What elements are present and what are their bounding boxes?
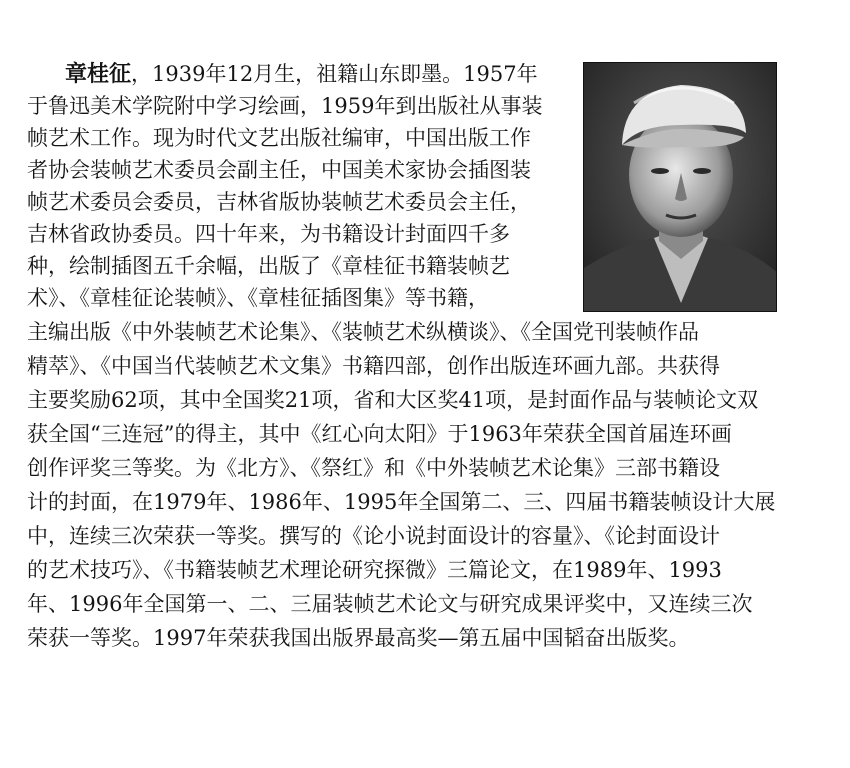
bio-line-1 [65, 58, 538, 90]
bio-line-10: 精萃》、《中国当代装帧艺术文集》书籍四部，创作出版连环画九部。共获得 [27, 354, 720, 378]
bio-line-13: 创作评奖三等奖。为《北方》、《祭红》和《中外装帧艺术论集》三部书籍设 [27, 456, 720, 480]
bio-line-9: 主编出版《中外装帧艺术论集》、《装帧艺术纵横谈》、《全国党刊装帧作品 [27, 320, 699, 344]
bio-line-15: 中，连续三次荣获一等奖。撰写的《论小说封面设计的容量》、《论封面设计 [27, 524, 720, 548]
bio-line-3: 帧艺术工作。现为时代文艺出版社编审，中国出版工作 [27, 126, 531, 150]
bio-line-14: 计的封面，在1979年、1986年、1995年全国第二、三、四届书籍装帧设计大展 [27, 490, 776, 514]
bio-line-18: 荣获一等奖。1997年荣获我国出版界最高奖—第五届中国韬奋出版奖。 [27, 626, 690, 650]
bio-line-5: 帧艺术委员会委员，吉林省版协装帧艺术委员会主任， [27, 190, 531, 214]
bio-line-8: 术》、《章桂征论装帧》、《章桂征插图集》等书籍， [27, 286, 489, 310]
bio-line-11: 主要奖励62项，其中全国奖21项，省和大区奖41项，是封面作品与装帧论文双 [27, 388, 759, 412]
bio-line-text: ，1939年12月生，祖籍山东即墨。1957年 [131, 62, 538, 86]
portrait-photo [583, 62, 777, 312]
bio-line-16: 的艺术技巧》、《书籍装帧艺术理论研究探微》三篇论文，在1989年、1993 [27, 558, 722, 582]
person-name: 章桂征 [65, 62, 132, 87]
bio-line-4: 者协会装帧艺术委员会副主任，中国美术家协会插图装 [27, 158, 531, 182]
bio-line-6: 吉林省政协委员。四十年来，为书籍设计封面四千多 [27, 222, 510, 246]
portrait-image [584, 63, 777, 312]
bio-line-17: 年、1996年全国第一、二、三届装帧艺术论文与研究成果评奖中，又连续三次 [27, 592, 753, 616]
bio-line-12: 获全国“三连冠”的得主，其中《红心向太阳》于1963年荣获全国首届连环画 [27, 422, 732, 446]
bio-line-7: 种，绘制插图五千余幅，出版了《章桂征书籍装帧艺 [27, 254, 510, 278]
bio-line-2: 于鲁迅美术学院附中学习绘画，1959年到出版社从事装 [27, 94, 543, 118]
